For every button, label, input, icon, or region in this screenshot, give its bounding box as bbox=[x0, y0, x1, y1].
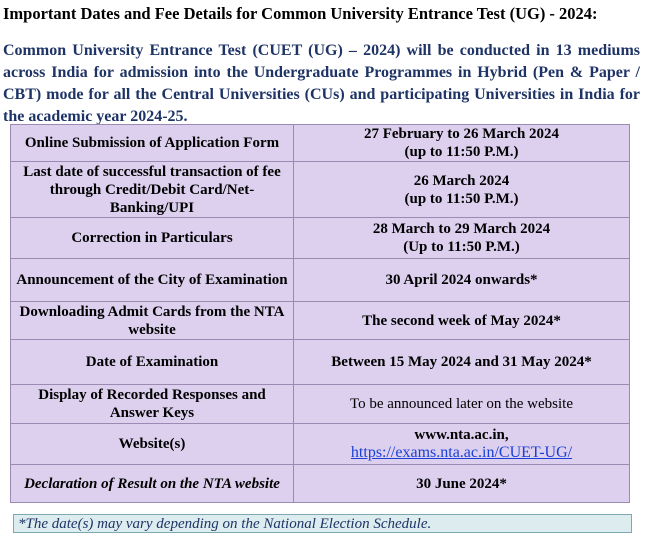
important-dates-table bbox=[10, 124, 630, 503]
value-line: (up to 11:50 P.M.) bbox=[404, 190, 519, 207]
value-line: 26 March 2024 bbox=[413, 172, 510, 189]
value-line: (Up to 11:50 P.M.) bbox=[403, 239, 520, 255]
website-text: www.nta.ac.in, bbox=[414, 427, 509, 443]
table-row bbox=[11, 385, 630, 424]
row-value: 30 June 2024* bbox=[294, 465, 630, 503]
row-value: 30 April 2024 onwards* bbox=[294, 259, 630, 302]
table-row bbox=[11, 125, 630, 162]
table-row bbox=[11, 302, 630, 340]
intro-paragraph: Common University Entrance Test (CUET (UG) – 2024) will be conducted in 13 mediums across India for admission into the Undergraduate Programmes in Hybrid (Pen & Paper / CBT) mode for all the Central Universities (CUs) and participating Universities in India for the academic year 2024-25. bbox=[3, 42, 640, 125]
row-label: Declaration of Result on the NTA website bbox=[11, 465, 294, 503]
table-row bbox=[11, 218, 630, 259]
table-row bbox=[11, 259, 630, 302]
row-label: Display of Recorded Responses and Answer Keys bbox=[11, 385, 294, 424]
value-line: 27 February to 26 March 2024 bbox=[363, 126, 560, 142]
row-value bbox=[294, 162, 630, 218]
row-value bbox=[294, 125, 630, 162]
table-row bbox=[11, 424, 630, 465]
table-row bbox=[11, 465, 630, 503]
row-label: Correction in Particulars bbox=[11, 218, 294, 259]
row-value bbox=[294, 424, 630, 465]
row-label: Date of Examination bbox=[11, 340, 294, 385]
table-row bbox=[11, 162, 630, 218]
value-line: (up to 11:50 P.M.) bbox=[404, 144, 519, 160]
page-heading: Important Dates and Fee Details for Common University Entrance Test (UG) - 2024: bbox=[3, 4, 598, 23]
table-row bbox=[11, 340, 630, 385]
row-label: Online Submission of Application Form bbox=[11, 125, 294, 162]
value-line: 28 March to 29 March 2024 bbox=[372, 221, 551, 237]
row-label: Announcement of the City of Examination bbox=[11, 259, 294, 302]
footnote: *The date(s) may vary depending on the National Election Schedule. bbox=[13, 514, 632, 533]
row-value: The second week of May 2024* bbox=[294, 302, 630, 340]
cuet-ug-link[interactable]: https://exams.nta.ac.in/CUET-UG/ bbox=[350, 444, 573, 461]
row-value bbox=[294, 218, 630, 259]
row-value: To be announced later on the website bbox=[294, 385, 630, 424]
row-label: Downloading Admit Cards from the NTA website bbox=[11, 302, 294, 340]
row-label: Last date of successful transaction of fee through Credit/Debit Card/Net-Banking/UPI bbox=[11, 162, 294, 218]
row-label: Website(s) bbox=[11, 424, 294, 465]
row-value: Between 15 May 2024 and 31 May 2024* bbox=[294, 340, 630, 385]
